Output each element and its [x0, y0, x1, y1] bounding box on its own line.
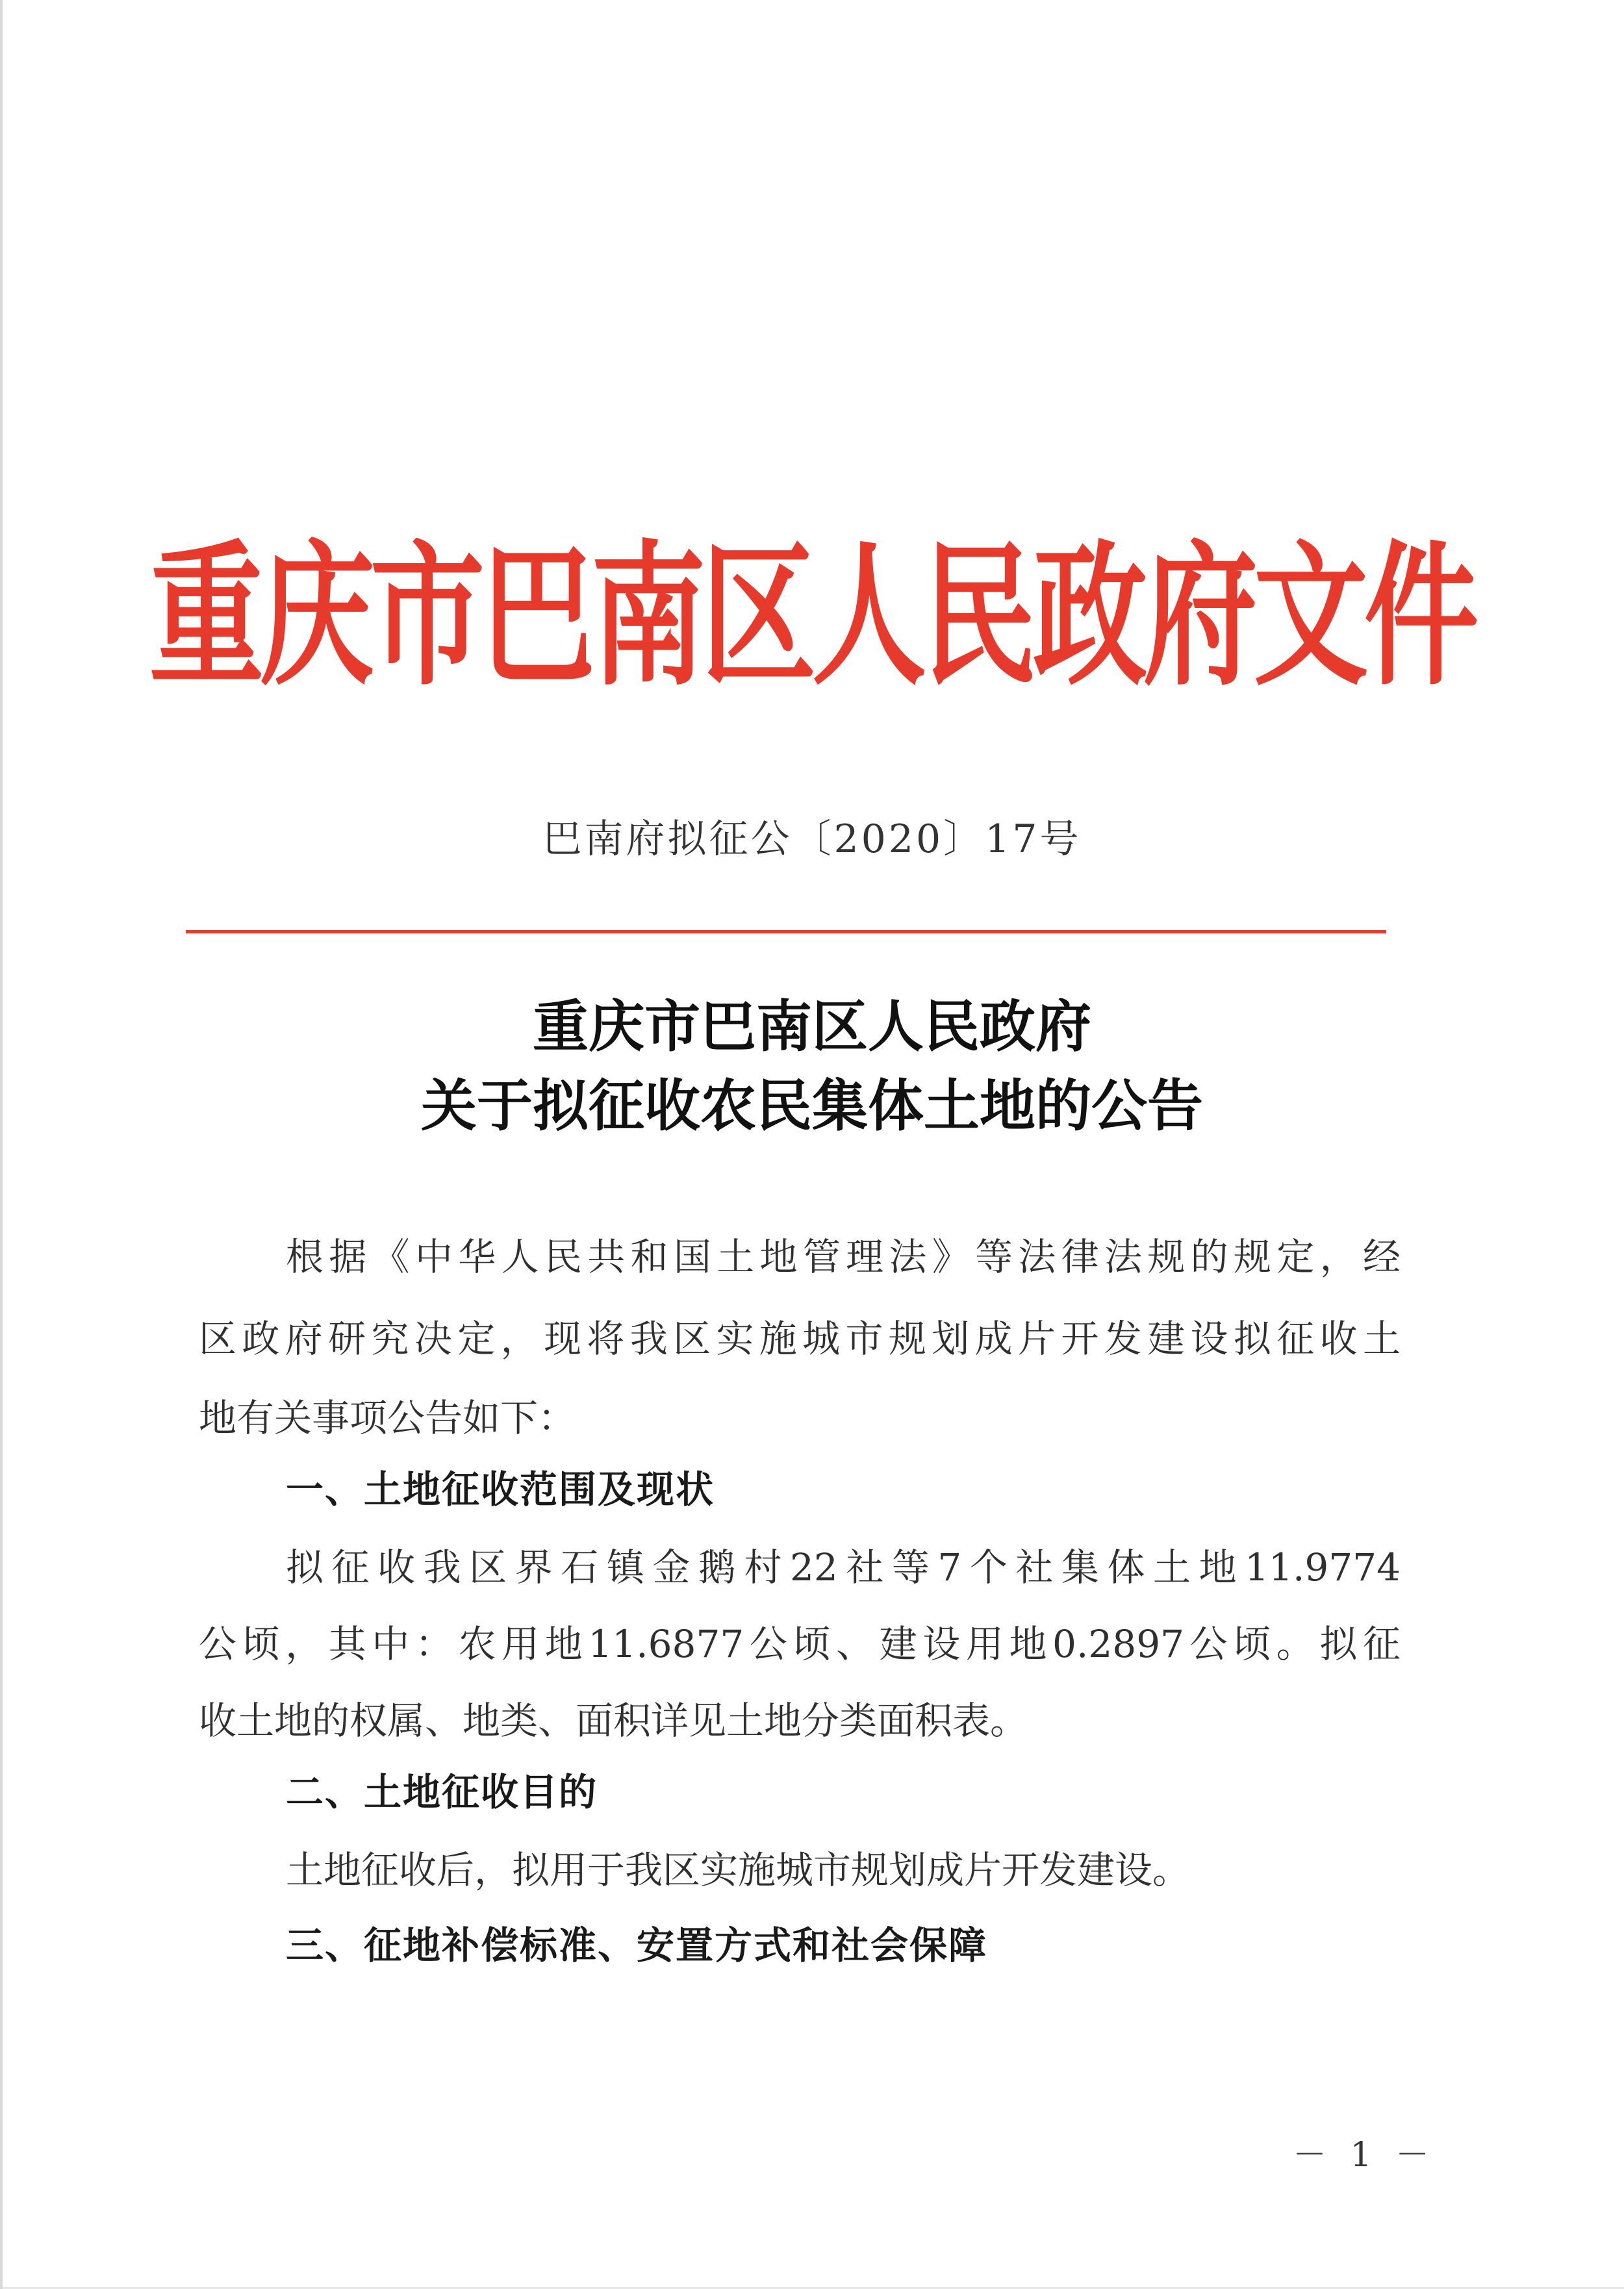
section-1-line-1: 拟征收我区界石镇金鹅村22社等7个社集体土地11.9774 [286, 1545, 1401, 1589]
intro-line-2: 区政府研究决定，现将我区实施城市规划成片开发建设拟征收土 [199, 1317, 1401, 1361]
document-number: 巴南府拟征公〔2020〕17号 [542, 816, 1082, 862]
page-number: － 1 － [1293, 2136, 1436, 2175]
issuer-header: 重庆市巴南区人民政府文件 [149, 525, 1475, 707]
intro-line-1: 根据《中华人民共和国土地管理法》等法律法规的规定，经 [286, 1235, 1401, 1279]
section-3-heading: 三、征地补偿标准、安置方式和社会保障 [286, 1923, 988, 1967]
section-2-heading: 二、土地征收目的 [286, 1770, 598, 1814]
section-2-line-1: 土地征收后，拟用于我区实施城市规划成片开发建设。 [286, 1848, 1191, 1892]
section-1-line-3: 收土地的权属、地类、面积详见土地分类面积表。 [199, 1699, 1028, 1743]
notice-title-line-2: 关于拟征收农民集体土地的公告 [421, 1073, 1203, 1139]
notice-title-line-1: 重庆市巴南区人民政府 [533, 994, 1091, 1059]
section-1-heading: 一、土地征收范围及现状 [286, 1467, 715, 1511]
intro-line-3: 地有关事项公告如下： [199, 1396, 576, 1440]
section-1-line-2: 公顷，其中：农用地11.6877公顷、建设用地0.2897公顷。拟征 [199, 1622, 1401, 1666]
header-divider [186, 930, 1386, 933]
